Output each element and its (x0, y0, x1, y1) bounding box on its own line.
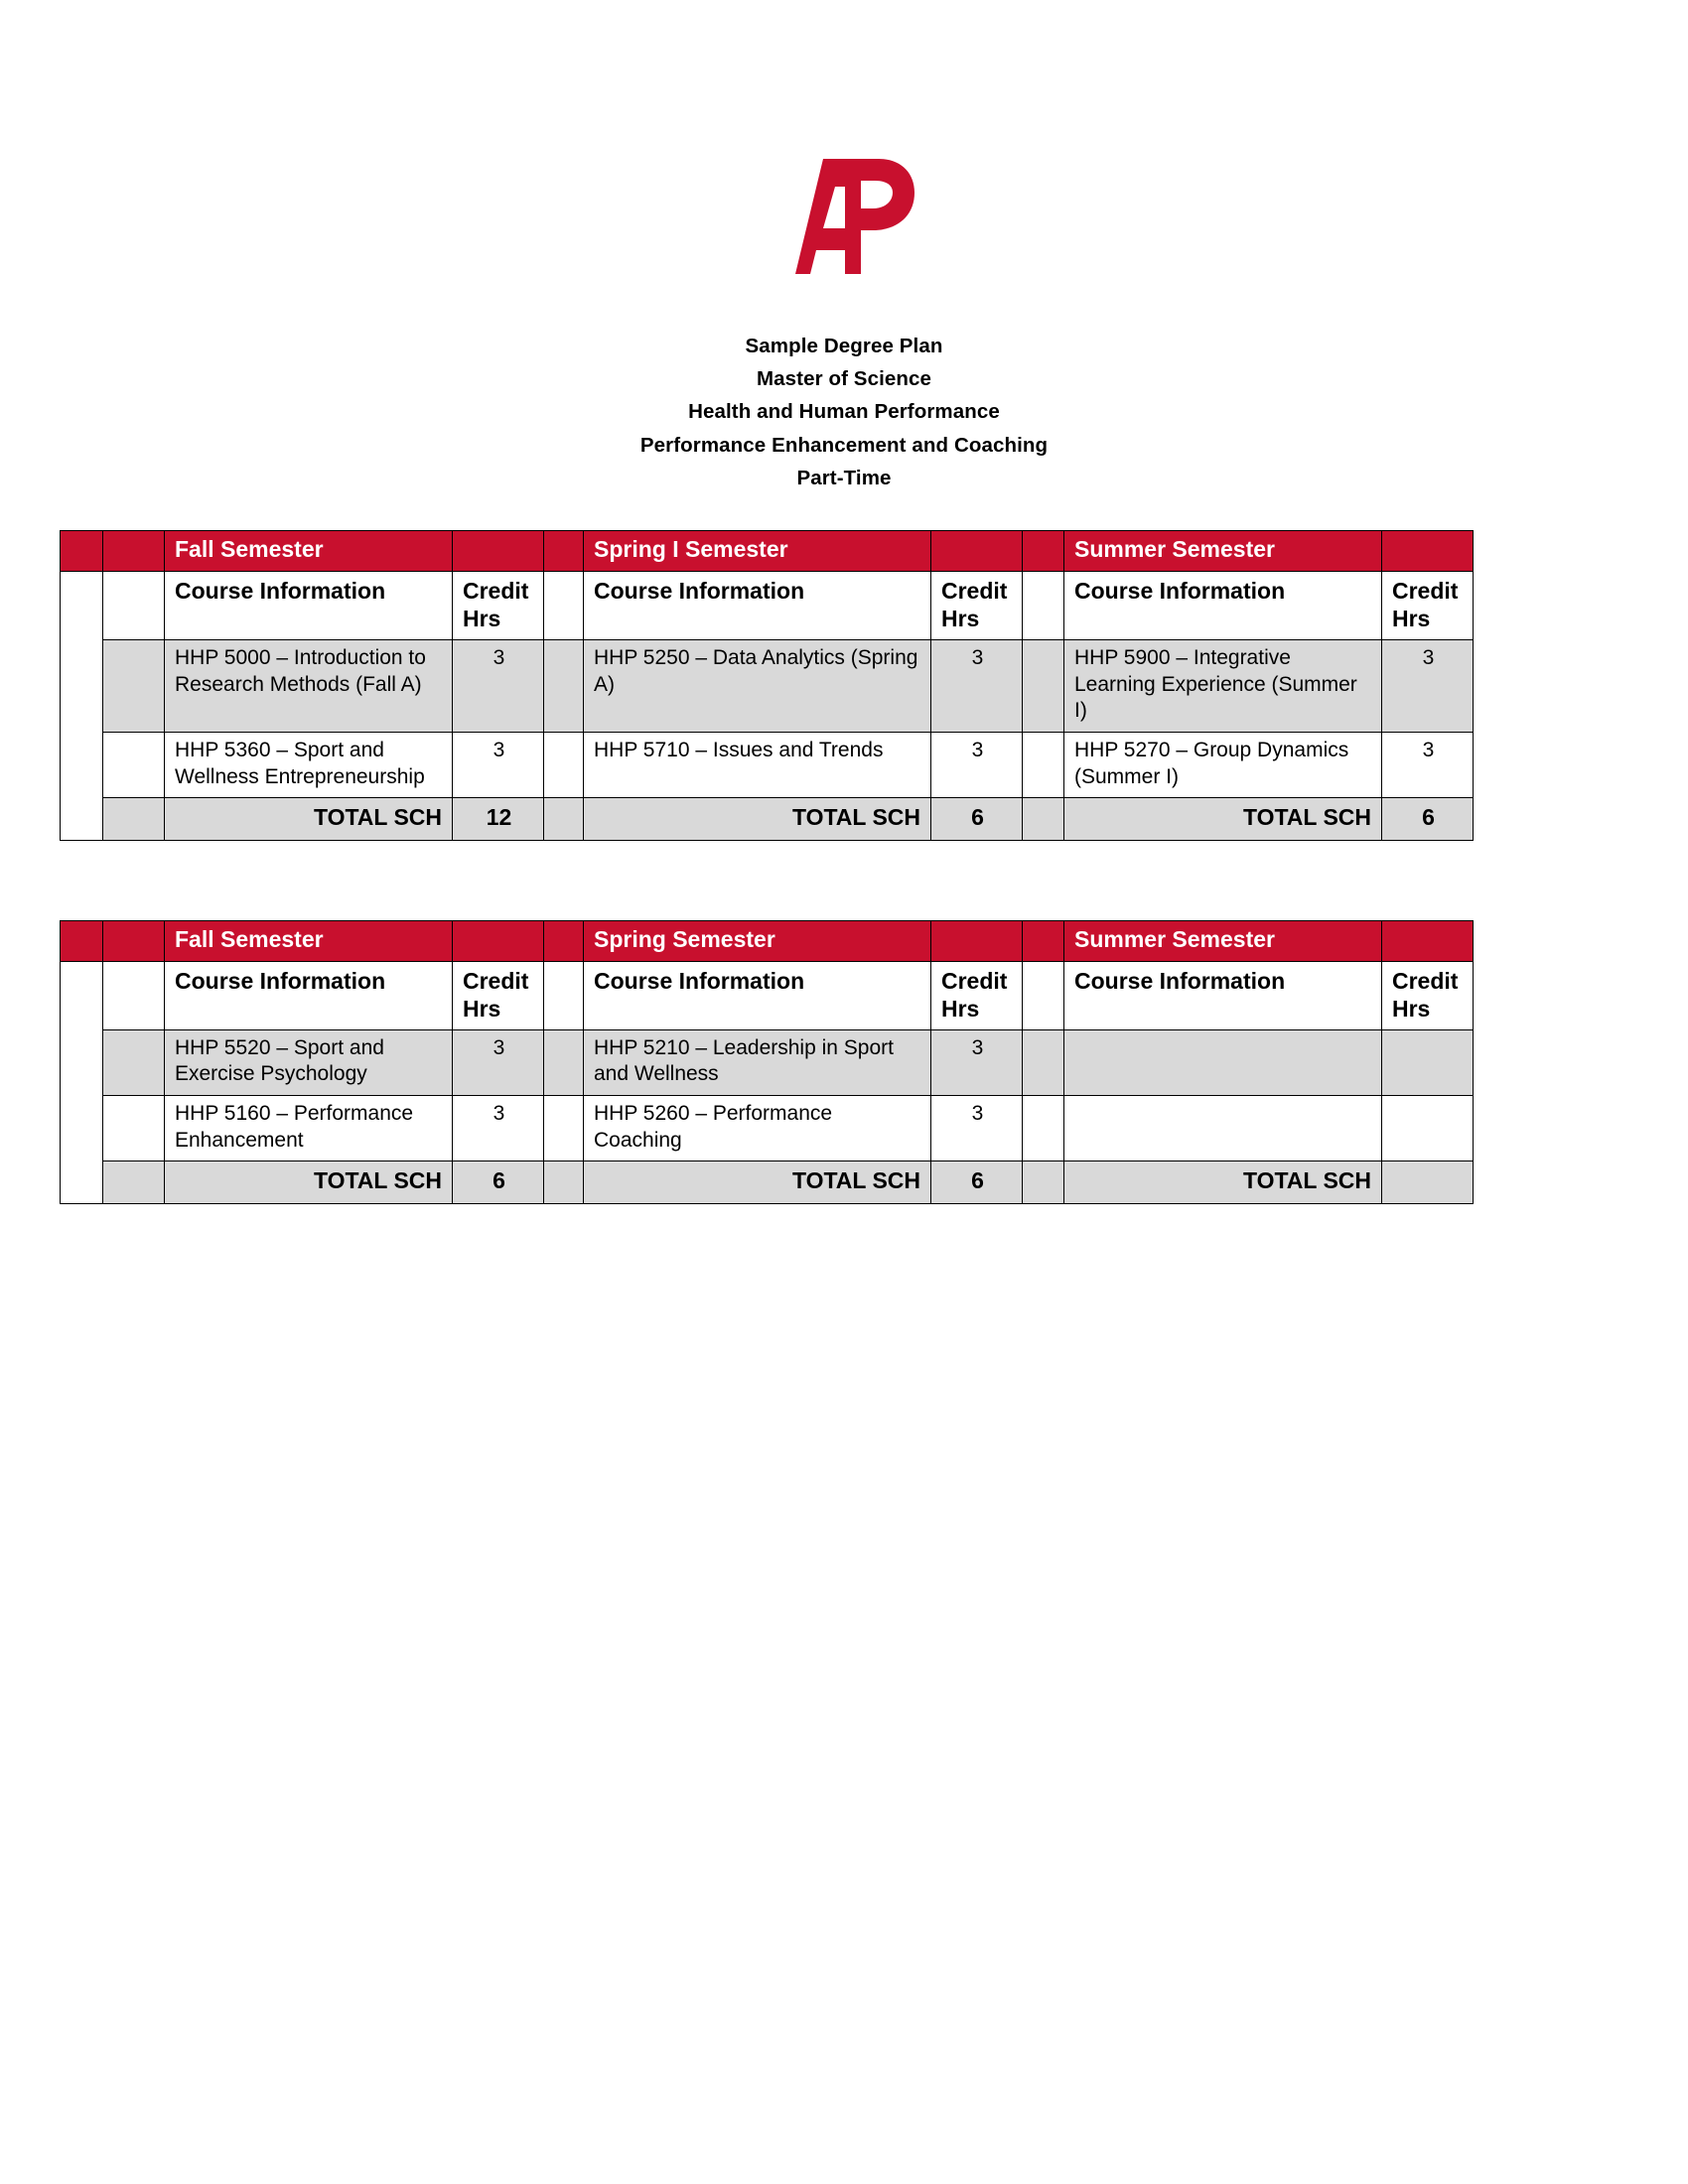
fall2-banner-spacer (103, 920, 165, 961)
totals-spacer-c (1023, 798, 1064, 840)
second-year-header-row (61, 961, 1474, 1029)
year-label-first-text: First Year (68, 650, 93, 754)
logo-container (0, 0, 1688, 286)
fall-course-2: HHP 5360 – Sport and Wellness Entrepreneurship (165, 733, 453, 798)
table-row (61, 733, 1474, 798)
spring2-rowlabel-spacer (544, 961, 584, 1029)
row2b-spacer-b (544, 1096, 584, 1161)
banner-summer: Summer Semester (1064, 531, 1382, 572)
title-line-4: Performance Enhancement and Coaching (639, 433, 1049, 457)
summer-total-label: TOTAL SCH (1064, 798, 1382, 840)
second-year-table (60, 920, 1474, 1204)
page-title (0, 330, 1688, 494)
fall-credits-2: 3 (453, 733, 544, 798)
spring-credits-2: 3 (931, 733, 1023, 798)
spring-total-label: TOTAL SCH (584, 798, 931, 840)
second-year-totals-row (61, 1161, 1474, 1203)
spring-course-header: Course Information (584, 572, 931, 640)
banner2-spring-credits (931, 920, 1023, 961)
spring2-course-2: HHP 5260 – Performance Coaching (584, 1096, 931, 1161)
fall2-rowlabel-spacer (103, 961, 165, 1029)
summer-course-2: HHP 5270 – Group Dynamics (Summer I) (1064, 733, 1382, 798)
year-label-first (61, 572, 103, 841)
row2b-spacer-a (103, 1096, 165, 1161)
totals2-spacer-a (103, 1161, 165, 1203)
summer-credits-1: 3 (1382, 640, 1474, 733)
first-year-banner-row (61, 531, 1474, 572)
fall2-course-header: Course Information (165, 961, 453, 1029)
banner2-spring: Spring Semester (584, 920, 931, 961)
summer-course-header: Course Information (1064, 572, 1382, 640)
row1b-spacer-b (544, 1029, 584, 1095)
year-label-second (61, 961, 103, 1203)
first-year-header-row (61, 572, 1474, 640)
totals-spacer-a (103, 798, 165, 840)
spring-credits-header: Credit Hrs (931, 572, 1023, 640)
totals2-spacer-b (544, 1161, 584, 1203)
row1-spacer-c (1023, 640, 1064, 733)
fall-course-1: HHP 5000 – Introduction to Research Methods (Fall A) (165, 640, 453, 733)
spring-total-value: 6 (931, 798, 1023, 840)
summer2-rowlabel-spacer (1023, 961, 1064, 1029)
summer-banner-spacer (1023, 531, 1064, 572)
row1b-spacer-c (1023, 1029, 1064, 1095)
summer2-credits-1 (1382, 1029, 1474, 1095)
row1b-spacer-a (103, 1029, 165, 1095)
banner-spring-credits (931, 531, 1023, 572)
spring-credits-1: 3 (931, 640, 1023, 733)
fall2-course-1: HHP 5520 – Sport and Exercise Psychology (165, 1029, 453, 1095)
spring2-banner-spacer (544, 920, 584, 961)
summer-course-1: HHP 5900 – Integrative Learning Experience (Summer I) (1064, 640, 1382, 733)
banner2-summer: Summer Semester (1064, 920, 1382, 961)
banner-summer-credits (1382, 531, 1474, 572)
summer-credits-2: 3 (1382, 733, 1474, 798)
banner-fall-credits (453, 531, 544, 572)
fall-total-label: TOTAL SCH (165, 798, 453, 840)
spring2-course-1: HHP 5210 – Leadership in Sport and Wellness (584, 1029, 931, 1095)
fall-rowlabel-spacer (103, 572, 165, 640)
banner2-summer-credits (1382, 920, 1474, 961)
fall2-credits-header: Credit Hrs (453, 961, 544, 1029)
row2b-spacer-c (1023, 1096, 1064, 1161)
second-year-banner-row (61, 920, 1474, 961)
summer2-course-1 (1064, 1029, 1382, 1095)
summer2-credits-header: Credit Hrs (1382, 961, 1474, 1029)
fall2-credits-2: 3 (453, 1096, 544, 1161)
first-year-table (60, 530, 1474, 841)
summer2-total-value (1382, 1161, 1474, 1203)
totals-spacer-b (544, 798, 584, 840)
summer2-credits-2 (1382, 1096, 1474, 1161)
spring2-credits-1: 3 (931, 1029, 1023, 1095)
spring-banner-spacer (544, 531, 584, 572)
summer-credits-header: Credit Hrs (1382, 572, 1474, 640)
summer2-course-2 (1064, 1096, 1382, 1161)
fall-credits-1: 3 (453, 640, 544, 733)
summer-total-value: 6 (1382, 798, 1474, 840)
summer-rowlabel-spacer (1023, 572, 1064, 640)
fall2-course-2: HHP 5160 – Performance Enhancement (165, 1096, 453, 1161)
spring-course-2: HHP 5710 – Issues and Trends (584, 733, 931, 798)
summer2-course-header: Course Information (1064, 961, 1382, 1029)
spring-course-1: HHP 5250 – Data Analytics (Spring A) (584, 640, 931, 733)
spring2-credits-2: 3 (931, 1096, 1023, 1161)
fall-course-header: Course Information (165, 572, 453, 640)
spring2-total-label: TOTAL SCH (584, 1161, 931, 1203)
banner2-fall-credits (453, 920, 544, 961)
banner-fall: Fall Semester (165, 531, 453, 572)
banner-spring: Spring I Semester (584, 531, 931, 572)
table-row (61, 1029, 1474, 1095)
banner2-fall: Fall Semester (165, 920, 453, 961)
row1-spacer-a (103, 640, 165, 733)
row2-spacer-b (544, 733, 584, 798)
row2-spacer-c (1023, 733, 1064, 798)
fall-credits-header: Credit Hrs (453, 572, 544, 640)
spring2-total-value: 6 (931, 1161, 1023, 1203)
title-line-1: Sample Degree Plan (745, 335, 943, 357)
table-row (61, 1096, 1474, 1161)
year-label-second-text: Second Year (68, 1011, 93, 1148)
banner2-corner (61, 920, 103, 961)
summer2-banner-spacer (1023, 920, 1064, 961)
fall-total-value: 12 (453, 798, 544, 840)
table-row (61, 640, 1474, 733)
row1-spacer-b (544, 640, 584, 733)
totals2-spacer-c (1023, 1161, 1064, 1203)
summer2-total-label: TOTAL SCH (1064, 1161, 1382, 1203)
first-year-totals-row (61, 798, 1474, 840)
spring2-course-header: Course Information (584, 961, 931, 1029)
title-line-2: Master of Science (756, 367, 932, 391)
fall-banner-spacer (103, 531, 165, 572)
title-line-5: Part-Time (796, 466, 892, 489)
banner-corner (61, 531, 103, 572)
row2-spacer-a (103, 733, 165, 798)
fall2-total-label: TOTAL SCH (165, 1161, 453, 1203)
spring2-credits-header: Credit Hrs (931, 961, 1023, 1029)
title-line-3: Health and Human Performance (688, 400, 1000, 424)
fall2-credits-1: 3 (453, 1029, 544, 1095)
spring-rowlabel-spacer (544, 572, 584, 640)
fall2-total-value: 6 (453, 1161, 544, 1203)
ap-logo (750, 147, 938, 286)
